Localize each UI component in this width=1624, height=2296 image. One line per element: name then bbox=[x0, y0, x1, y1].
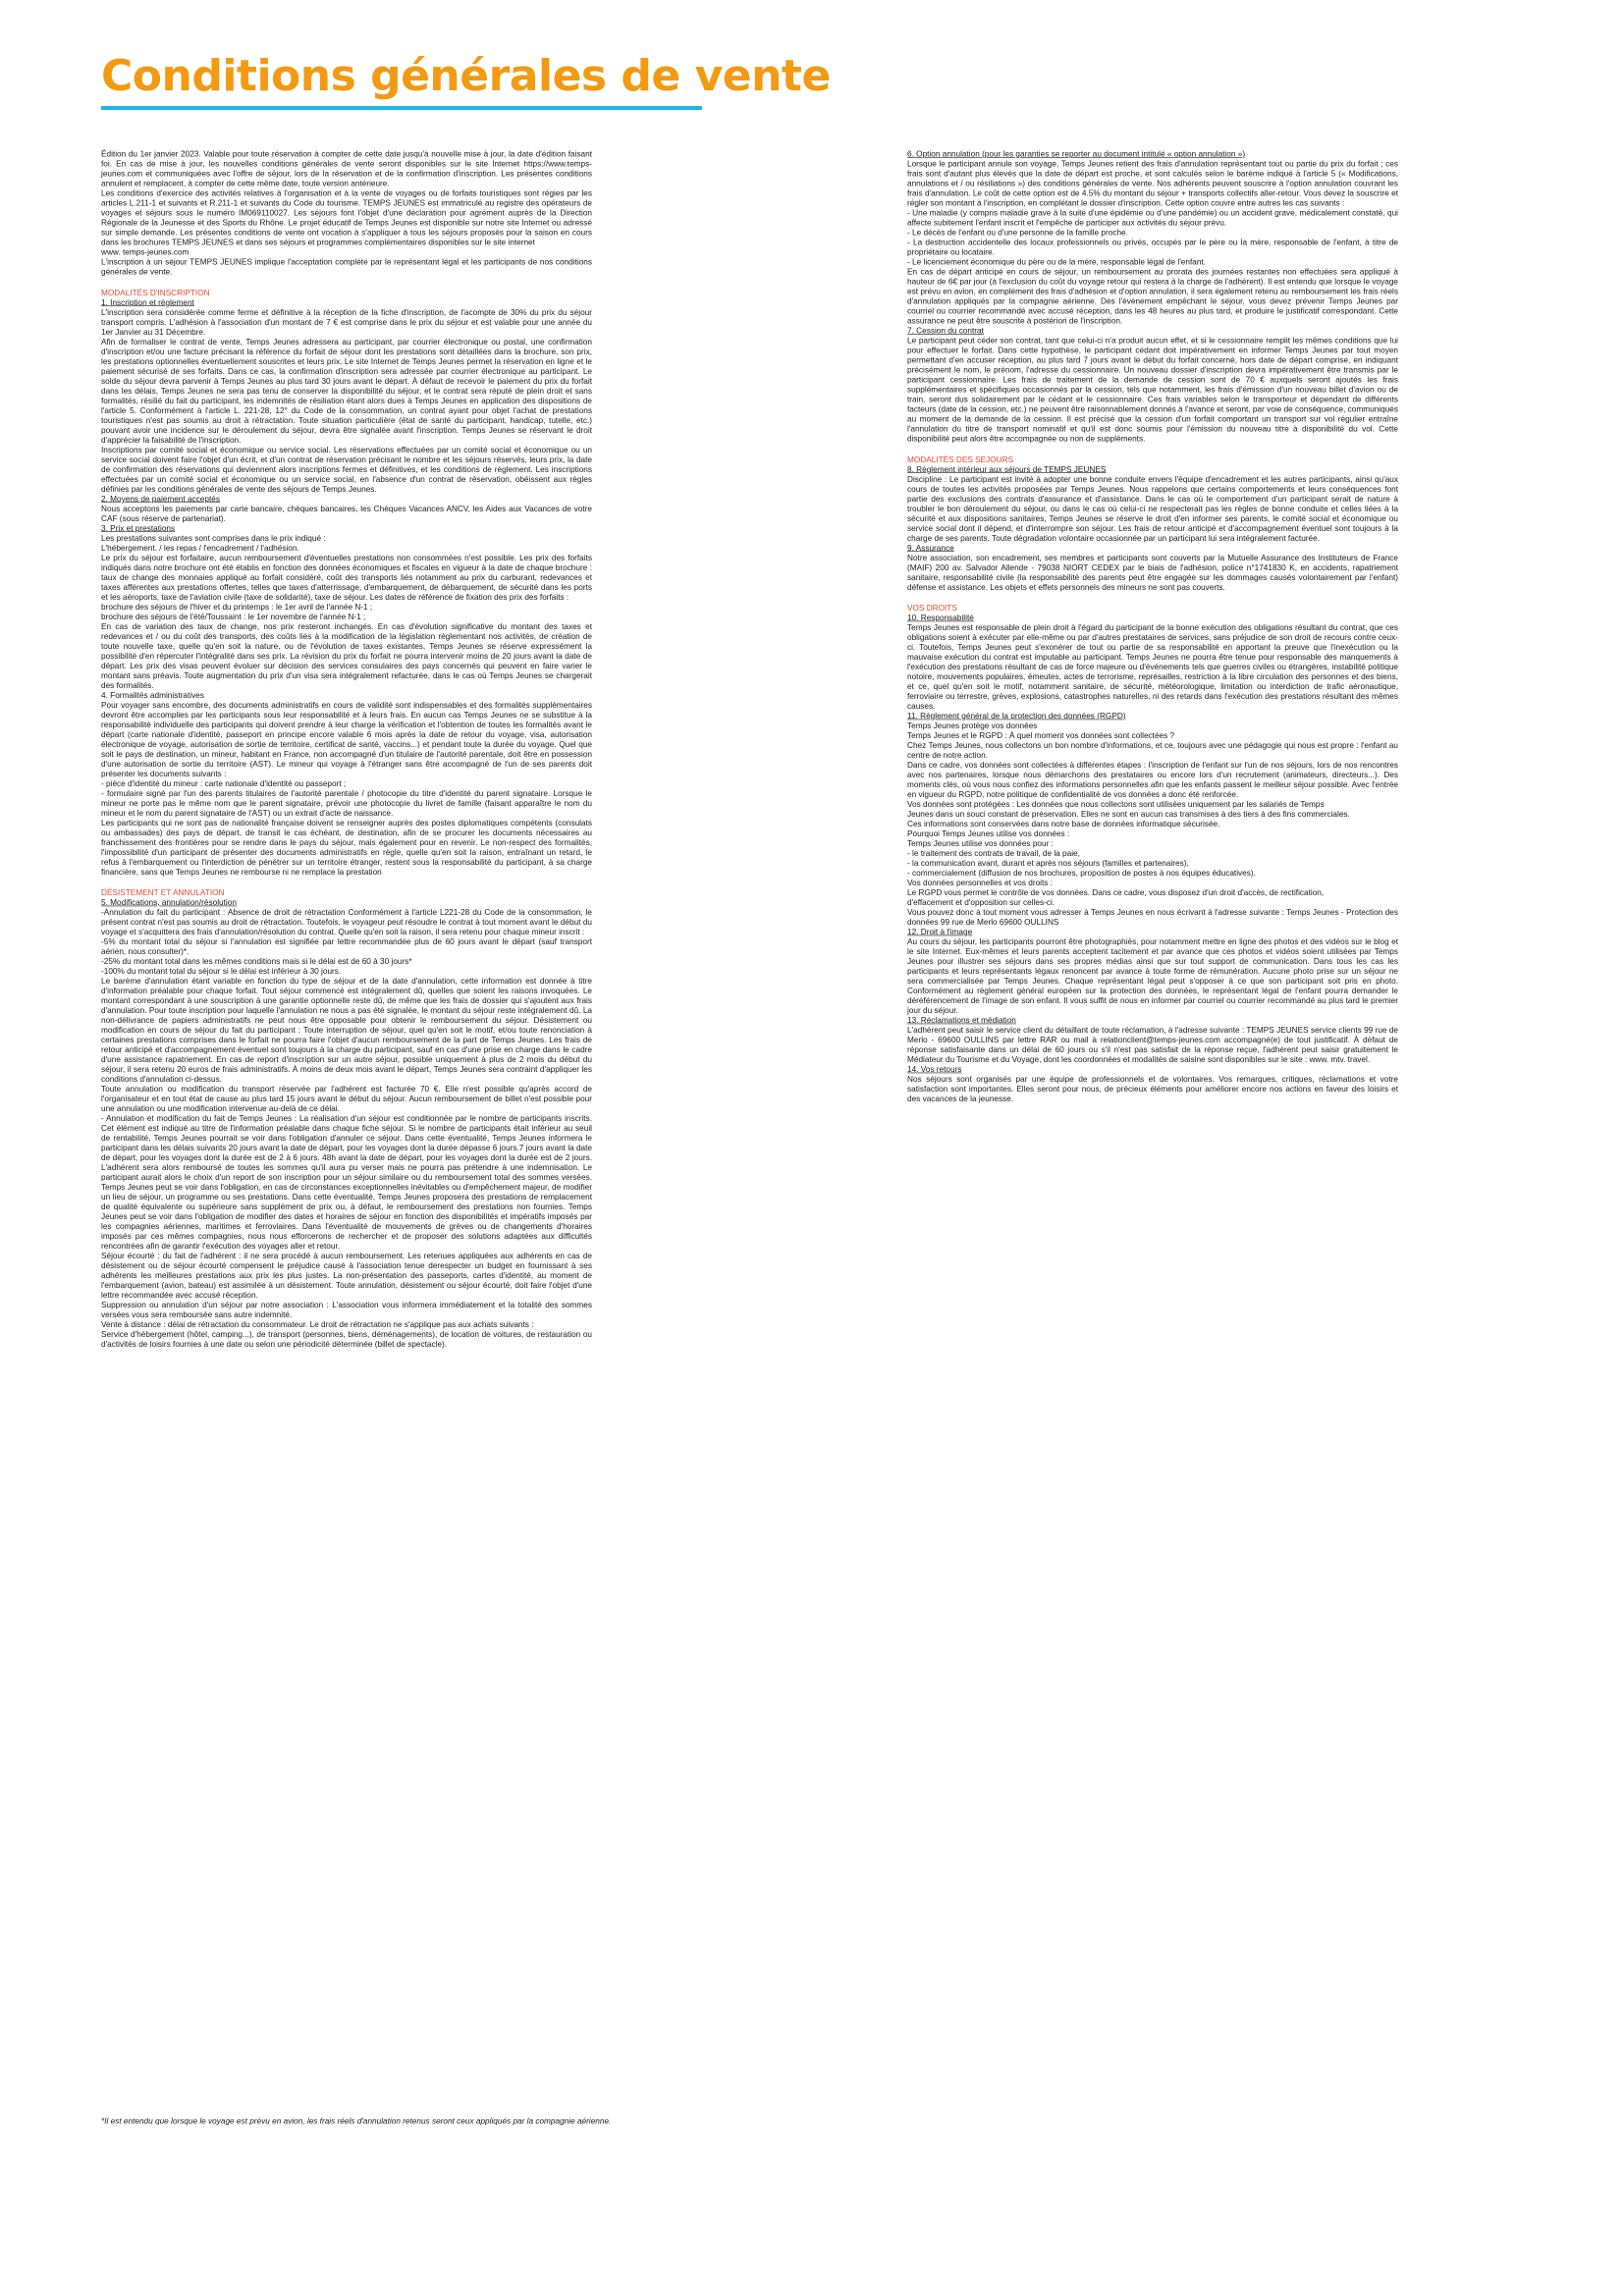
paragraph: Les conditions d'exercice des activités relatives à l'organisation et à la vente de voyages ou de forfaits touristiques sont régies par les articles L.211-1 et suivants et R.211-1 et suivants du Code du tourisme. TEMPS JEUNES est immatriculé au registre des opérateurs de voyages et séjours sous le numéro IM069110027. Les séjours font l'objet d'une déclaration pour agrément auprès de la Direction Régionale de la Jeunesse et des Sports du Rhône. Le projet éducatif de Temps Jeunes est disponible sur notre site Internet ou adressé sur simple demande. Les présentes conditions de vente ont vocation à s'appliquer à tous les séjours proposés pour la saison en cours dans les brochures TEMPS JEUNES et dans ses séjours et programmes complémentaires disponibles sur le site internet bbox=[101, 188, 592, 247]
title-underline bbox=[101, 106, 702, 110]
paragraph: Dans ce cadre, vos données sont collectées à différentes étapes : l'inscription de l'enfant sur l'un de nos séjours, lors de nos rencontres avec nos partenaires, lorsque nous démarchons des prestataires ou encore lors d'un recrutement (animateurs, directeurs...). Des moments clés, où vous nous confiez des informations personnelles afin que les enfants passent le meilleur séjour possible. Avec l'entrée en vigueur du RGPD, notre politique de confidentialité de vos données a donc été renforcée. bbox=[907, 760, 1398, 799]
paragraph: Le participant peut céder son contrat, tant que celui-ci n'a produit aucun effet, et si le cessionnaire remplit les mêmes conditions que lui pour effectuer le forfait. Dans cette hypothèse, le participant cédant doit impérativement en informer Temps Jeunes par tout moyen permettant d'en accuser réception, au plus tard 7 jours avant le début du forfait concerné, hors date de départ comprise, en indiquant précisément le nom, le prénom, l'adresse du cessionnaire. Un nouveau dossier d'inscription devra impérativement être transmis par le participant cessionnaire. Les frais de traitement de la demande de cession sont de 70 € auxquels seront ajoutés les frais supplémentaires et spécifiques occasionnés par la cession, tels que notamment, les frais d'émission d'un nouveau billet d'avion ou de train, seront dus solidairement par le cédant et le cessionnaire. Ces frais variables selon le transporteur et dépendant de différents facteurs (date de la cession, etc.) ne peuvent être raisonnablement donnés à l'avance et seront, par voie de conséquence, communiqués au moment de la demande de la cession. Il est précisé que la cession d'un forfait comportant un transport sur vol régulier entraîne l'annulation du titre de transport nominatif et qu'il est donc soumis pour l'émission du nouveau titre à disponibilité du vol. Cette disponibilité peut alors être accompagnée ou non de suppléments. bbox=[907, 336, 1398, 444]
paragraph: Les participants qui ne sont pas de nationalité française doivent se renseigner auprès des postes diplomatiques compétents (consulats ou ambassades) des pays de départ, de transit le cas échéant, de destination, afin de se procurer les documents nécessaires au franchissement des frontières pour se rendre dans le pays du séjour, mais également pour en revenir. Le non-respect des formalités, l'impossibilité d'un participant de présenter des documents administratifs en règle, quelle qu'en soit la raison, entraînant un retard, le refus à l'embarquement ou l'interdiction de pénétrer sur un territoire étranger, restent sous la responsabilité du participant, à sa charge financière, sans que Temps Jeunes ne rembourse ni ne remplace la prestation bbox=[101, 818, 592, 877]
paragraph: Nous acceptons les paiements par carte bancaire, chèques bancaires, les Chèques Vacances ANCV, les Aides aux Vacances de votre CAF (sous réserve de partenariat). bbox=[101, 504, 592, 523]
section-heading: VOS DROITS bbox=[907, 603, 957, 613]
paragraph: - le traitement des contrats de travail, de la paie, bbox=[907, 848, 1080, 858]
paragraph: - Le décès de l'enfant ou d'une personne de la famille proche. bbox=[907, 228, 1128, 238]
paragraph: Ces informations sont conservées dans notre base de données informatique sécurisée. bbox=[907, 819, 1220, 828]
article-heading: 1. Inscription et règlement bbox=[101, 297, 194, 307]
article-heading: 9. Assurance bbox=[907, 543, 954, 553]
paragraph: - commercialement (diffusion de nos brochures, proposition de postes à nos équipes éducatives). bbox=[907, 868, 1256, 878]
paragraph: Service d'hébergement (hôtel, camping...), de transport (personnes, biens, déménagements), de location de voitures, de restauration ou d'activités de loisirs fournies à une date ou selon une périodicité déterminée (billet de spectacle). bbox=[101, 1329, 592, 1349]
paragraph: Le RGPD vous permet le contrôle de vos données. Dans ce cadre, vous disposez d'un droit d'accès, de rectification, bbox=[907, 887, 1325, 897]
paragraph: - Le licenciement économique du père ou de la mère, responsable légal de l'enfant. bbox=[907, 257, 1206, 267]
paragraph: - pièce d'identité du mineur : carte nationale d'identité ou passeport ; bbox=[101, 778, 347, 788]
paragraph: 4. Formalités administratives bbox=[101, 690, 204, 700]
paragraph: brochure des séjours de l'été/Toussaint : le 1er novembre de l'année N-1 ; bbox=[101, 612, 366, 621]
article-heading: 12. Droit à l'image bbox=[907, 927, 973, 936]
paragraph: - la communication avant, durant et après nos séjours (familles et partenaires), bbox=[907, 858, 1189, 868]
paragraph: Chez Temps Jeunes, nous collectons un bon nombre d'informations, et ce, toujours avec une pédagogie qui nous est propre : l'enfant au centre de notre action. bbox=[907, 740, 1398, 760]
article-heading: 6. Option annulation (pour les garanties se reporter au document intitulé « option annulation ») bbox=[907, 149, 1246, 159]
paragraph: L'inscription à un séjour TEMPS JEUNES implique l'acceptation complète par le représentant légal et les participants de nos conditions générales de vente. bbox=[101, 257, 592, 277]
paragraph: Temps Jeunes utilise vos données pour : bbox=[907, 838, 1054, 848]
paragraph: - formulaire signé par l'un des parents titulaires de l'autorité parentale / photocopie du titre d'identité du parent signataire. Lorsque le mineur ne porte pas le même nom que le parent signataire, prévoir une photocopie du livret de famille (faisant apparaître le nom du mineur et le nom du parent signataire de l'AST) ou un extrait d'acte de naissance. bbox=[101, 788, 592, 818]
paragraph: Le prix du séjour est forfaitaire, aucun remboursement d'éventuelles prestations non consommées n'est possible. Les prix des forfaits indiqués dans notre brochure ont été établis en fonction des données économiques et fiscales en vigueur à la date de chaque brochure : taux de change des monnaies appliqué au forfait considéré, coût des transports liés notamment au prix du carburant, redevances et taxes afférentes aux prestations offertes, telles que taxes d'atterrissage, d'embarquement, de débarquement, de sécurité dans les ports et les aéroports, taxe de l'aviation civile (taxe de solidarité), taxe de séjour. Les dates de référence de fixation des prix des forfaits : bbox=[101, 553, 592, 602]
paragraph: Au cours du séjour, les participants pourront être photographiés, pour notamment mettre en ligne des photos et des vidéos sur le blog et le site Internet. Eux-mêmes et leurs parents acceptent tacitement et par avance que ces photos et vidéos soient utilisées par Temps Jeunes pour illustrer ses séjours dans ses propres médias ainsi que sur tout support de communication. Dans tous les cas les participants et leurs représentants légaux renoncent par avance à toute forme de rémunération. Aucune photo prise sur un séjour ne sera commercialisée par Temps Jeunes. Chaque représentant légal peut s'opposer à ce que son participant soit pris en photo. Conformément au règlement général européen sur la protection des données, le représentant légal de l'enfant pourra demander le déréférencement de l'image de son enfant. Il vous suffit de nous en informer par courriel ou courrier recommandé au plus tard le premier jour du séjour. bbox=[907, 936, 1398, 1015]
paragraph: -Annulation du fait du participant : Absence de droit de rétractation Conformément à l'article L221-28 du Code de la consommation, le présent contrat n'est pas soumis au droit de rétractation. Toutefois, le voyageur peut résoudre le contrat à tout moment avant le début du voyage et s'acquittera des frais d'annulation/résolution du contrat. Quelle qu'en soit la raison, il sera retenu pour chaque mineur inscrit : bbox=[101, 907, 592, 936]
page-title: Conditions générales de vente bbox=[101, 51, 831, 101]
paragraph: Pour voyager sans encombre, des documents administratifs en cours de validité sont indispensables et des formalités supplémentaires devront être accomplies par les participants sous leur responsabilité et à leurs frais. En aucun cas Temps Jeunes ne se substitue à la responsabilité individuelle des participants qui doivent prendre à leur charge la vérification et l'obtention de toutes les formalités avant le départ (carte nationale d'identité, passeport en principe encore valable 6 mois après la date de retour du voyage, visa, autorisation électronique de voyage, autorisation de sortie de territoire, certificat de santé, vaccins...) et pendant toute la durée du voyage. Quel que soit le pays de destination, un mineur, habitant en France, non accompagné d'un titulaire de l'autorité parentale, doit être en possession d'une autorisation de sortie du territoire (AST). Le mineur qui voyage à l'étranger sans être accompagné de l'un de ses parents doit présenter les documents suivants : bbox=[101, 700, 592, 778]
paragraph: Toute annulation ou modification du transport réservée par l'adhérent est facturée 70 €. Elle n'est possible qu'après accord de l'organisateur et en tout état de cause au plus tard 15 jours avant le début du séjour. Aucun remboursement de billet n'est possible pour une annulation ou une modification intervenue au-delà de ce délai. bbox=[101, 1084, 592, 1113]
paragraph: L'hébergement. / les repas / l'encadrement / l'adhésion. bbox=[101, 543, 299, 553]
paragraph: Afin de formaliser le contrat de vente, Temps Jeunes adressera au participant, par courrier électronique ou postal, une confirmation d'inscription et/ou une facture précisant la référence du forfait de séjour dont les prestations sont détaillées dans la brochure, son prix, les prestations optionnelles éventuellement souscrites et leurs prix. Le site Internet de Temps Jeunes permet la réservation en ligne et le paiement sécurisé de ses forfaits. Dans ce cas, la confirmation d'inscription sera adressée par courrier électronique au participant. Le solde du séjour devra parvenir à Temps Jeunes au plus tard 30 jours avant le départ. À défaut de recevoir le paiement du prix du forfait dans les délais, Temps Jeunes ne sera pas tenu de conserver la disponibilité du séjour, et le contrat sera réputé de plein droit et sans formalités, résilié du fait du participant, les indemnités de résiliation étant alors dues à Temps Jeunes en application des dispositions de l'article 5. Conformément à l'article L. 221-28, 12° du Code de la consommation, un contrat ayant pour objet l'achat de prestations touristiques n'est pas soumis au droit à rétractation. Toute situation particulière (état de santé du participant, handicap, tutelle, etc.) pouvant avoir une incidence sur le déroulement du séjour, devra être signalée avant l'inscription. Temps Jeunes se réservant le droit d'apprécier la faisabilité de l'inscription. bbox=[101, 337, 592, 445]
paragraph: Vos données sont protégées : Les données que nous collectons sont utilisées uniquement par les salariés de Temps bbox=[907, 799, 1325, 809]
paragraph: - Annulation et modification du fait de Temps Jeunes : La réalisation d'un séjour est conditionnée par le nombre de participants inscrits. Cet élément est indiqué au titre de l'information préalable dans chaque fiche séjour. Si le nombre de participants était inférieur au seuil de rentabilité, Temps Jeunes pourrait se voir dans l'obligation d'annuler ce séjour. Dans cette éventualité, Temps Jeunes informera le participant dans les délais suivants 20 jours avant la date de départ, pour les voyages dont la durée dépasse 6 jours.7 jours avant la date de départ, pour les voyages dont la durée est de 2 à 6 jours. 48h avant la date de départ, pour les voyages dont la durée est de 2 jours. L'adhérent sera alors remboursé de toutes les sommes qu'il aura pu verser mais ne pourra pas prétendre à une indemnisation. Le participant aurait alors le choix d'un report de son inscription pour un séjour similaire ou du remboursement total des sommes versées. Temps Jeunes peut se voir dans l'obligation, en cas de circonstances exceptionnelles inévitables ou d'empêchement majeur, de modifier un lieu de séjour, un programme ou ses prestations. Dans cette éventualité, Temps Jeunes proposera des prestations de remplacement de qualité équivalente ou supérieure sans supplément de prix ou, à défaut, le remboursement des prestations non fournies. Temps Jeunes peut se voir dans l'obligation de modifier des dates et horaires de séjour en fonction des disponibilités et impératifs imposés par les compagnies aériennes, maritimes et ferroviaires. Dans l'éventualité de mouvements de grèves ou de changements d'horaires imposés par ces mêmes compagnies, nous nous efforcerons de rechercher et de proposer des solutions adaptées aux difficultés rencontrées afin de garantir l'exécution des voyages aller et retour. bbox=[101, 1113, 592, 1251]
paragraph: Suppression ou annulation d'un séjour par notre association : L'association vous informera immédiatement et la totalité des sommes versées vous sera remboursée sans autre indemnité. bbox=[101, 1300, 592, 1319]
paragraph: -5% du montant total du séjour si l'annulation est signifiée par lettre recommandée plus de 60 jours avant le départ (sauf transport aérien, nous consulter)*. bbox=[101, 936, 592, 956]
paragraph: Inscriptions par comité social et économique ou service social. Les réservations effectuées par un comité social et économique ou un service social doivent faire l'objet d'un écrit, et d'un contrat de réservation précisant le nombre et les séjours réservés, leurs prix, la date de confirmation des réservations qui deviennent alors inscriptions fermes et définitives, et les conditions de règlement. Les inscriptions effectuées par un comité social et économique ou un service social, en l'absence d'un contrat de réservation, obéissent aux règles définies par les conditions générales de vente des séjours de Temps Jeunes. bbox=[101, 445, 592, 494]
section-heading: MODALITÉS D'INSCRIPTION bbox=[101, 288, 210, 297]
paragraph: Les prestations suivantes sont comprises dans le prix indiqué : bbox=[101, 533, 326, 543]
paragraph: Temps Jeunes est responsable de plein droit à l'égard du participant de la bonne exécution des obligations résultant du contrat, que ces obligations soient à exécuter par elle-même ou par d'autres prestataires de services, sans préjudice de son droit de recours contre ceux-ci. Toutefois, Temps Jeunes peut s'exonérer de tout ou partie de sa responsabilité en apportant la preuve que l'inexécution ou la mauvaise exécution du contrat est imputable au participant. Temps Jeunes ne pourra être tenue pour responsable des manquements à l'exécution des prestations résultant de cas de force majeure ou d'événements tels que guerres civiles ou étrangères, instabilité politique notoire, mouvements populaires, émeutes, actes de terrorisme, représailles, restriction à la libre circulation des personnes et des biens, et ce, quel qu'en soit le motif, notamment sanitaire, de sécurité, météorologique, limitation ou interdiction de trafic aéronautique, ferroviaire ou terrestre, grèves, explosions, catastrophes naturelles, ni des retards dans l'exécution des prestations résultant des mêmes causes. bbox=[907, 622, 1398, 711]
article-heading: 5. Modifications, annulation/résolution bbox=[101, 897, 237, 907]
paragraph: Vous pouvez donc à tout moment vous adresser à Temps Jeunes en nous écrivant à l'adresse suivante : Temps Jeunes - Protection des données 99 rue de Merlo 69600 OULLINS bbox=[907, 907, 1398, 927]
paragraph: Discipline : Le participant est invité à adopter une bonne conduite envers l'équipe d'encadrement et les autres participants, ainsi qu'aux cours de toutes les activités proposées par Temps Jeunes. Nous rappelons que certains comportements et leurs conséquences font partie des exclusions des contrats d'assurance et d'assistance. Dans le cas où le comportement d'un participant serait de nature à troubler le bon déroulement du séjour, ou dans le cas où celui-ci ne respecterait pas les règles de bonne conduite et celles liées à la sécurité et aux dispositions sanitaires, Temps Jeunes se réserve le droit d'en informer ses parents, le comité social et économique ou service social dont il dépend, et d'interrompre son séjour. Les frais de retour anticipé et d'accompagnement éventuel sont toujours à la charge de ses parents. Toute dégradation volontaire occasionnée par un participant lui sera intégralement facturée. bbox=[907, 474, 1398, 543]
paragraph: -100% du montant total du séjour si le délai est inférieur à 30 jours. bbox=[101, 966, 342, 976]
paragraph: Édition du 1er janvier 2023. Valable pour toute réservation à compter de cette date jusqu'à nouvelle mise à jour, la date d'édition faisant foi. En cas de mise à jour, les nouvelles conditions générales de vente seront disponibles sur le site Internet https://www.temps-jeunes.com et communiquées avec l'offre de séjour, lors de la réservation et de la confirmation d'inscription. Les présentes conditions annulent et remplacent, à compter de cette même date, toute version antérieure. bbox=[101, 149, 592, 188]
paragraph: brochure des séjours de l'hiver et du printemps : le 1er avril de l'année N-1 ; bbox=[101, 602, 373, 612]
paragraph: Temps Jeunes protège vos données bbox=[907, 721, 1038, 730]
paragraph: Notre association, son encadrement, ses membres et participants sont couverts par la Mutuelle Assurance des Instituteurs de France (MAIF) 200 av. Salvador Allende - 79038 NIORT CEDEX par le biais de l'adhésion, police n°1741830 K, en accidents, rapatriement sanitaire, responsabilité civile (la responsabilité des parents peut être engagée sur les dommages causés volontairement par l'enfant) défense et assistance. Les objets et effets personnels des mineurs ne sont pas couverts. bbox=[907, 553, 1398, 592]
paragraph: Le barème d'annulation étant variable en fonction du type de séjour et de la date d'annulation, cette information est donnée à titre d'information préalable pour chaque forfait. Tout séjour commencé est intégralement dû, quelles que soient les raisons invoquées. Le montant correspondant à une souscription à une garantie optionnelle reste dû, de même que les frais de dossier qui s'ajoutent aux frais d'annulation. Pour toute inscription pour laquelle l'annulation ne nous a pas été signalée, le montant du séjour reste intégralement dû. La non-délivrance de papiers administratifs ne peut nous être opposable pour obtenir le remboursement du séjour. Désistement ou modification en cours de séjour du fait du participant : Toute interruption de séjour, quel qu'en soit le motif, et/ou toute renonciation à certaines prestations comprises dans le forfait ne pourra faire l'objet d'aucun remboursement de la part de Temps Jeunes. Les frais de retour anticipé et d'accompagnement éventuel sont toujours à la charge du participant, sauf en cas d'une prise en charge dans le cadre d'une assistance rapatriement. En cas de report d'inscription sur un autre séjour, possible uniquement à plus de 2 mois du début du séjour, il sera retenu 20 euros de frais administratifs. À moins de deux mois avant le départ, Temps Jeunes sera contraint d'appliquer les conditions d'annulation ci-dessus. bbox=[101, 976, 592, 1084]
article-heading: 2. Moyens de paiement acceptés bbox=[101, 494, 220, 504]
paragraph: Séjour écourté : du fait de l'adhérent : il ne sera procédé à aucun remboursement. Les retenues appliquées aux adhérents en cas de désistement ou de séjour écourté compensent le préjudice causé à l'association tenue derespecter un budget en fournissant à ses adhérents les meilleures prestations aux prix les plus justes. La non-présentation des passeports, cartes d'identité, au moment de l'embarquement (avion, bateau) est assimilée à un désistement. Toute annulation, désistement ou séjour écourté, doit faire l'objet d'une lettre recommandée avec accusé réception. bbox=[101, 1251, 592, 1300]
paragraph: En cas de variation des taux de change, nos prix resteront inchangés. En cas d'évolution significative du montant des taxes et redevances et / ou du coût des transports, des coûts liés à la modification de la législation réglementant nos activités, de création de toute nouvelle taxe, quelle qu'en soit la nature, ou de l'évolution de taxes existantes, Temps Jeunes se réserve expressément la possibilité d'en répercuter l'intégralité dans ses prix. La révision du prix du forfait ne pourra intervenir moins de 20 jours avant la date de départ. Les prix des visas peuvent évoluer sur décision des services consulaires des pays concernés qui peuvent en faire varier le montant sans préavis. Toute augmentation du prix d'un visa sera intégralement refacturée, dans le cas où Temps Jeunes se chargerait des formalités. bbox=[101, 621, 592, 690]
paragraph: Jeunes dans un souci constant de préservation. Elles ne sont en aucun cas transmises à des tiers à des fins commerciales. bbox=[907, 809, 1350, 819]
paragraph: - La destruction accidentelle des locaux professionnels ou privés, occupés par le père ou la mère, responsable de l'enfant, à titre de propriétaire ou locataire. bbox=[907, 238, 1398, 257]
article-heading: 13. Réclamations et médiation bbox=[907, 1015, 1016, 1025]
paragraph: - Une maladie (y compris maladie grave à la suite d'une épidémie ou d'une pandémie) ou un accident grave, médicalement constaté, qui affecte subitement l'enfant inscrit et l'empêche de participer aux activités du séjour prévu. bbox=[907, 208, 1398, 228]
article-heading: 11. Règlement général de la protection des données (RGPD) bbox=[907, 711, 1126, 721]
paragraph: En cas de départ anticipé en cours de séjour, un remboursement au prorata des journées restantes non effectuées sera appliqué à hauteur de 6€ par jour (à l'exclusion du coût du voyage retour qui restera à la charge de l'adhérent). Il est entendu que lorsque le voyage est prévu en avion, en complément des frais d'adhésion et d'option annulation, il sera également retenu au remboursement les frais réels d'annulation appliqués par la compagnie aérienne. Dès l'événement empêchant le séjour, vous devez prévenir Temps Jeunes par courriel ou courrier recommandé avec accusé réception, dans les 48 heures au plus tard, et produire le justificatif correspondant. Cette assurance ne peut être souscrite à postériori de l'inscription. bbox=[907, 267, 1398, 326]
paragraph: -25% du montant total dans les mêmes conditions mais si le délai est de 60 à 30 jours* bbox=[101, 956, 412, 966]
paragraph: Temps Jeunes et le RGPD : À quel moment vos données sont collectées ? bbox=[907, 730, 1175, 740]
left-column bbox=[101, 149, 592, 1350]
paragraph: Vente à distance : délai de rétractation du consommateur. Le droit de rétractation ne s'applique pas aux achats suivants : bbox=[101, 1319, 534, 1329]
paragraph: www. temps-jeunes.com bbox=[101, 247, 189, 257]
paragraph: d'effacement et d'opposition sur celles-ci. bbox=[907, 897, 1056, 907]
article-heading: 7. Cession du contrat bbox=[907, 326, 984, 336]
article-heading: 3. Prix et prestations bbox=[101, 523, 176, 533]
article-heading: 14. Vos retours bbox=[907, 1064, 962, 1074]
paragraph: Pourquoi Temps Jeunes utilise vos données : bbox=[907, 828, 1070, 838]
paragraph: Vos données personnelles et vos droits : bbox=[907, 878, 1053, 887]
paragraph: L'inscription sera considérée comme ferme et définitive à la réception de la fiche d'inscription, de l'acompte de 30% du prix du séjour transport compris. L'adhésion à l'association d'un montant de 7 € est comprise dans le prix du séjour et est valable pour une année du 1er Janvier au 31 Décembre. bbox=[101, 307, 592, 337]
right-column bbox=[907, 149, 1398, 1104]
section-heading: DÉSISTEMENT ET ANNULATION bbox=[101, 887, 225, 897]
paragraph: L'adhérent peut saisir le service client du détaillant de toute réclamation, à l'adresse suivante : TEMPS JEUNES service clients 99 rue de Merlo - 69600 OULLINS par lettre RAR ou mail à relationclient@temps-jeunes.com accompagné(e) de tout justificatif. À défaut de réponse satisfaisante dans un délai de 60 jours ou s'il n'est pas satisfait de la réponse reçue, l'adhérent peut saisir gratuitement le Médiateur du Tourisme et du Voyage, dont les coordonnées et modalités de saisine sont disponibles sur le site : www. mtv. travel. bbox=[907, 1025, 1398, 1064]
article-heading: 8. Règlement intérieur aux séjours de TEMPS JEUNES bbox=[907, 464, 1107, 474]
paragraph: Lorsque le participant annule son voyage, Temps Jeunes retient des frais d'annulation représentant tout ou partie du prix du forfait ; ces frais sont d'autant plus élevés que la date de départ est proche, et sont calculés selon le barème indiqué à l'article 5 (« Modifications, annulations et / ou résiliations ») des conditions générales de vente. Nos adhérents peuvent souscrire à l'option annulation couvrant les frais d'annulation. Le coût de cette option est de 4.5% du montant du séjour + transports collectifs aller-retour. Vous devez la souscrire et régler son montant à l'inscription, en complétant le dossier d'inscription. Cette option couvre entre autres les cas suivants : bbox=[907, 159, 1398, 208]
paragraph: Nos séjours sont organisés par une équipe de professionnels et de volontaires. Vos remarques, critiques, réclamations et votre satisfaction sont importantes. Elles seront pour nous, de précieux éléments pour améliorer encore nos actions en faveur des loisirs et des vacances de la jeunesse. bbox=[907, 1074, 1398, 1103]
section-heading: MODALITÉS DES SEJOURS bbox=[907, 454, 1014, 464]
article-heading: 10. Responsabilité bbox=[907, 613, 974, 622]
footnote: *Il est entendu que lorsque le voyage est prévu en avion, les frais réels d'annulation retenus seront ceux appliqués par la compagnie aérienne. bbox=[101, 2116, 612, 2126]
